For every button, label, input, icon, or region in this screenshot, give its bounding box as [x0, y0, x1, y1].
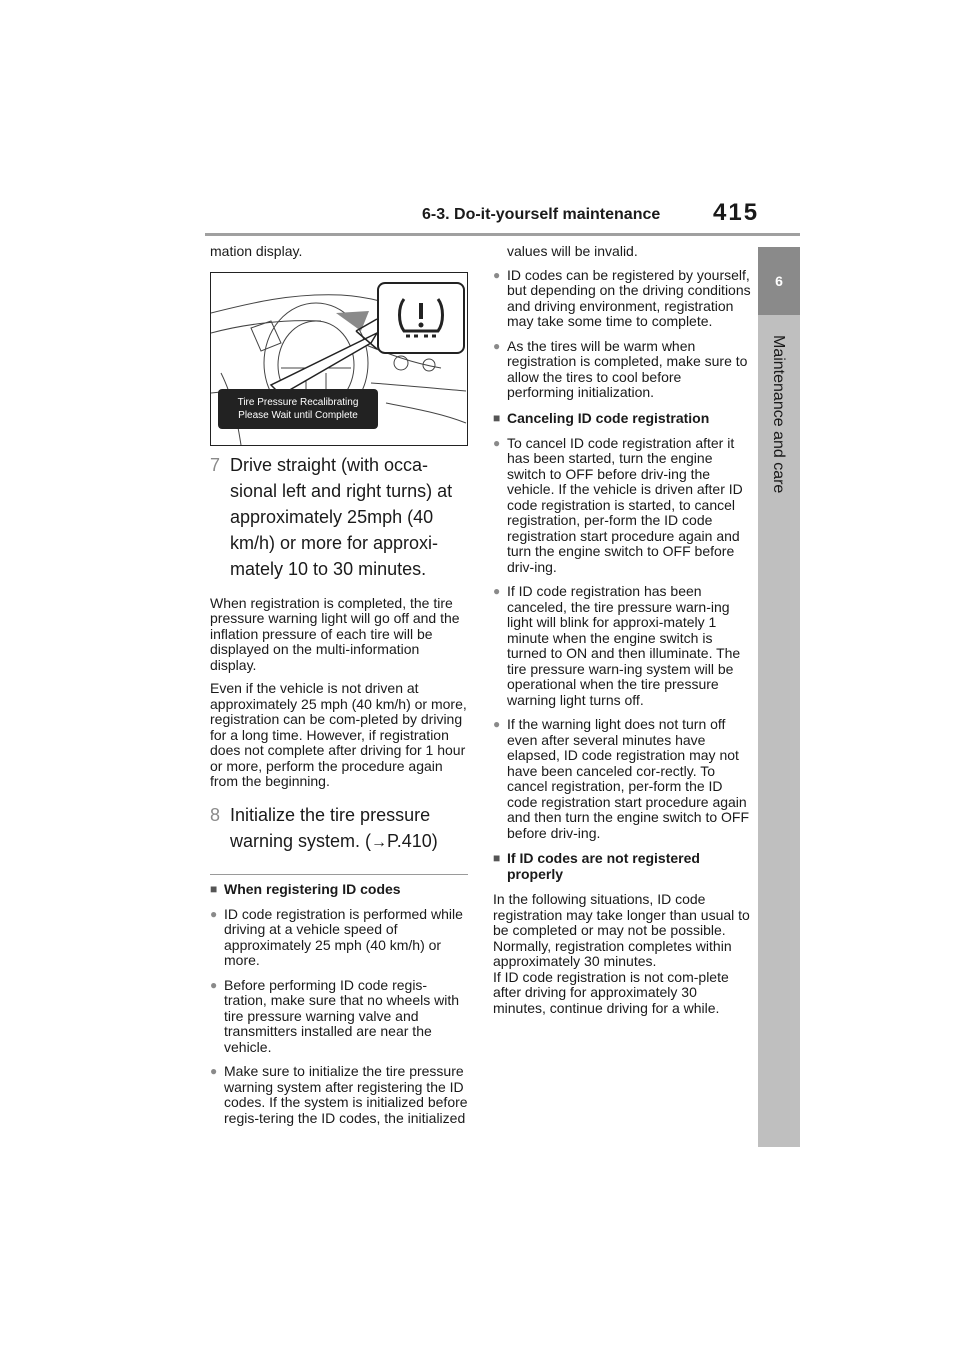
list-item [210, 1064, 468, 1126]
section-heading-text: Canceling ID code registration [507, 409, 710, 426]
left-column [210, 244, 468, 1135]
list-item-text: ID codes can be registered by yourself, but depending on the driving conditions and driving environment, registration may take some time to complete. [507, 266, 751, 329]
reference-arrow-icon: → [371, 833, 388, 851]
list-item [210, 907, 468, 969]
page-reference-link[interactable]: P.410) [387, 830, 438, 851]
chapter-side-tab [758, 247, 800, 1147]
list-item [493, 436, 751, 576]
step-7 [210, 452, 468, 582]
list-item-text: Before performing ID code regis-tration, make sure that no wheels with tire pressure warning valve and transmitters installed are near the vehicle. [224, 976, 460, 1055]
square-bullet-icon: ■ [493, 410, 501, 425]
registration-complete-paragraph: When registration is completed, the tire pressure warning light will go off and the inflation pressure of each tire will be displayed on the multi-information display. [210, 594, 460, 673]
multi-information-display [218, 389, 378, 429]
intro-text: mation display. [210, 243, 303, 259]
step-text: Initialize the tire pressure warning system. ( [230, 804, 431, 851]
situations-paragraph: In the following situations, ID code registration may take longer than usual to be completed or may not be possible. Normally, registration completes within approximately 30 minutes. [493, 891, 750, 969]
step-text: Drive straight (with occa-sional left and right turns) at approximately 25mph (40 km/h) or more for approxi-mately 10 to 30 minutes. [230, 454, 453, 579]
circle-bullet-icon: ● [210, 977, 218, 992]
list-item [210, 978, 468, 1056]
square-bullet-icon: ■ [210, 881, 218, 896]
tire-pressure-warning-icon [396, 293, 446, 341]
section-heading-text: If ID codes are not registered properly [507, 850, 700, 882]
long-drive-paragraph: Even if the vehicle is not driven at approximately 25 mph (40 km/h) or more, registration can be com-pleted by driving for a long time. However, if registration does not complete after driving for 1 hour or more, perform the procedure again from the beginning. [210, 680, 467, 789]
list-item-text: If the warning light does not turn off even after several minutes have elapsed, ID code registration may not have been canceled cor-rectly. To cancel registration, per-form the ID code registration start procedure again and then turn the engine switch to OFF before driv-ing. [507, 716, 750, 841]
circle-bullet-icon: ● [210, 1064, 218, 1078]
step-number: 7 [210, 454, 221, 475]
warning-light-callout [377, 282, 465, 354]
circle-bullet-icon: ● [210, 906, 218, 921]
circle-bullet-icon: ● [493, 338, 501, 353]
chapter-number: 6 [758, 247, 800, 315]
circle-bullet-icon: ● [493, 584, 501, 598]
section-heading-registering [210, 881, 468, 897]
list-item [493, 339, 751, 401]
section-heading-text: When registering ID codes [224, 880, 401, 897]
header-rule [205, 233, 800, 236]
list-item [493, 717, 751, 841]
page-number: 415 [713, 199, 760, 226]
section-heading-canceling [493, 410, 751, 426]
step-8 [210, 802, 468, 856]
chapter-title-container [758, 335, 800, 765]
list-item-text: As the tires will be warm when registration is completed, make sure to allow the tires to cool before performing initialization. [507, 337, 748, 400]
section-title: 6-3. Do-it-yourself maintenance [422, 206, 661, 223]
circle-bullet-icon: ● [493, 717, 501, 731]
list-item [493, 268, 751, 330]
list-item [493, 584, 751, 708]
section-divider [210, 874, 468, 875]
square-bullet-icon: ■ [493, 851, 501, 865]
step-number: 8 [210, 804, 221, 825]
list-item-text: To cancel ID code registration after it has been started, turn the engine switch to OFF before driv-ing the vehicle. If the vehicle is driven after ID code registration is started, to cancel registration, per-form the ID code registration start procedure again and turn the engine switch to OFF before driv-ing. [507, 434, 743, 575]
display-line-1: Tire Pressure Recalibrating [237, 396, 359, 408]
list-item-text: ID code registration is performed while driving at a vehicle speed of approximately 25 mph (40 km/h) or more. [224, 905, 463, 968]
dashboard-figure [210, 272, 468, 446]
continue-driving-paragraph: If ID code registration is not com-plete after driving for approximately 30 minutes, continue driving for a while. [493, 968, 729, 1016]
continuation-text: values will be invalid. [507, 243, 638, 259]
right-column [493, 244, 751, 1024]
circle-bullet-icon: ● [493, 435, 501, 450]
list-item-text: Make sure to initialize the tire pressure warning system after registering the ID codes. If the system is initialized before regis-tering the ID codes, the initialized [224, 1063, 468, 1126]
display-line-2: Please Wait until Complete [238, 409, 358, 421]
step-text-container [230, 802, 468, 856]
chapter-title: Maintenance and care [770, 335, 787, 494]
section-heading-not-registered [493, 850, 751, 882]
list-item-text: If ID code registration has been canceled, the tire pressure warn-ing light will blink for approxi-mately 1 minute when the engine switch is turned to ON and then illuminate. The tire pressure warn-ing system will be operational when the tire pressure warning light turns off. [507, 583, 741, 708]
circle-bullet-icon: ● [493, 267, 501, 282]
